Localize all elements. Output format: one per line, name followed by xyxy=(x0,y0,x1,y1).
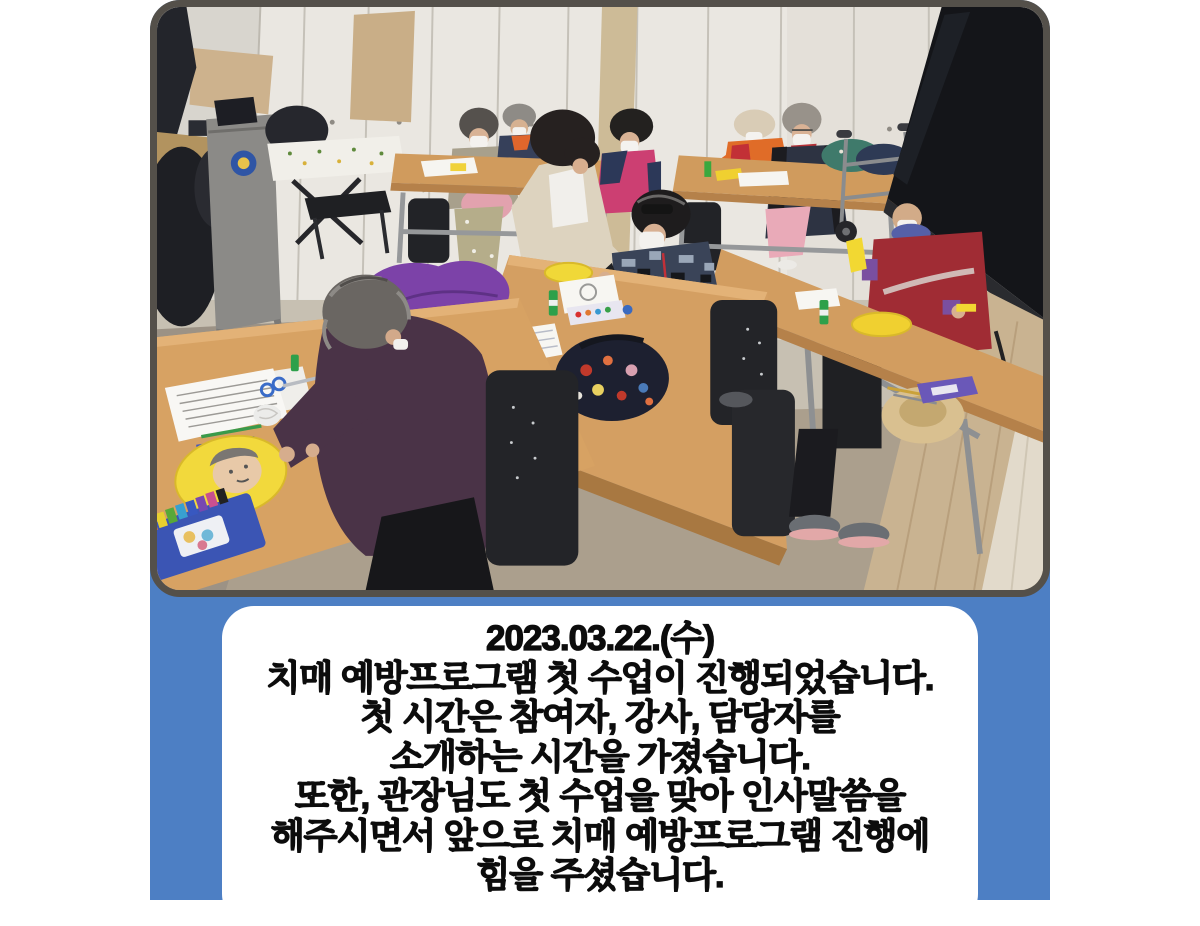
black-chair xyxy=(732,390,795,536)
caption-card xyxy=(222,606,978,926)
caption-text xyxy=(222,606,978,896)
yellow-plate xyxy=(852,313,911,336)
classroom-photo xyxy=(150,0,1050,597)
shoe-under-table xyxy=(719,392,752,408)
leaning-wood-panel xyxy=(350,11,415,122)
black-chair xyxy=(486,370,579,565)
caption-line: 힘을 주셨습니다. xyxy=(476,856,724,895)
caption-line: 해주시면서 앞으로 치매 예방프로그램 진행에 xyxy=(270,816,930,856)
caption-line: 또한, 관장님도 첫 수업을 맞아 인사말씀을 xyxy=(294,777,906,816)
caption-line: 첫 시간은 참여자, 강사, 담당자를 xyxy=(360,698,840,737)
caption-line: 치매 예방프로그램 첫 수업이 진행되었습니다. xyxy=(266,658,934,698)
caption-line-date: 2023.03.22.(수) xyxy=(485,619,715,658)
laptop xyxy=(214,97,257,126)
classroom-photo-scene xyxy=(157,7,1043,590)
caption-line: 소개하는 시간을 가졌습니다. xyxy=(390,737,810,777)
